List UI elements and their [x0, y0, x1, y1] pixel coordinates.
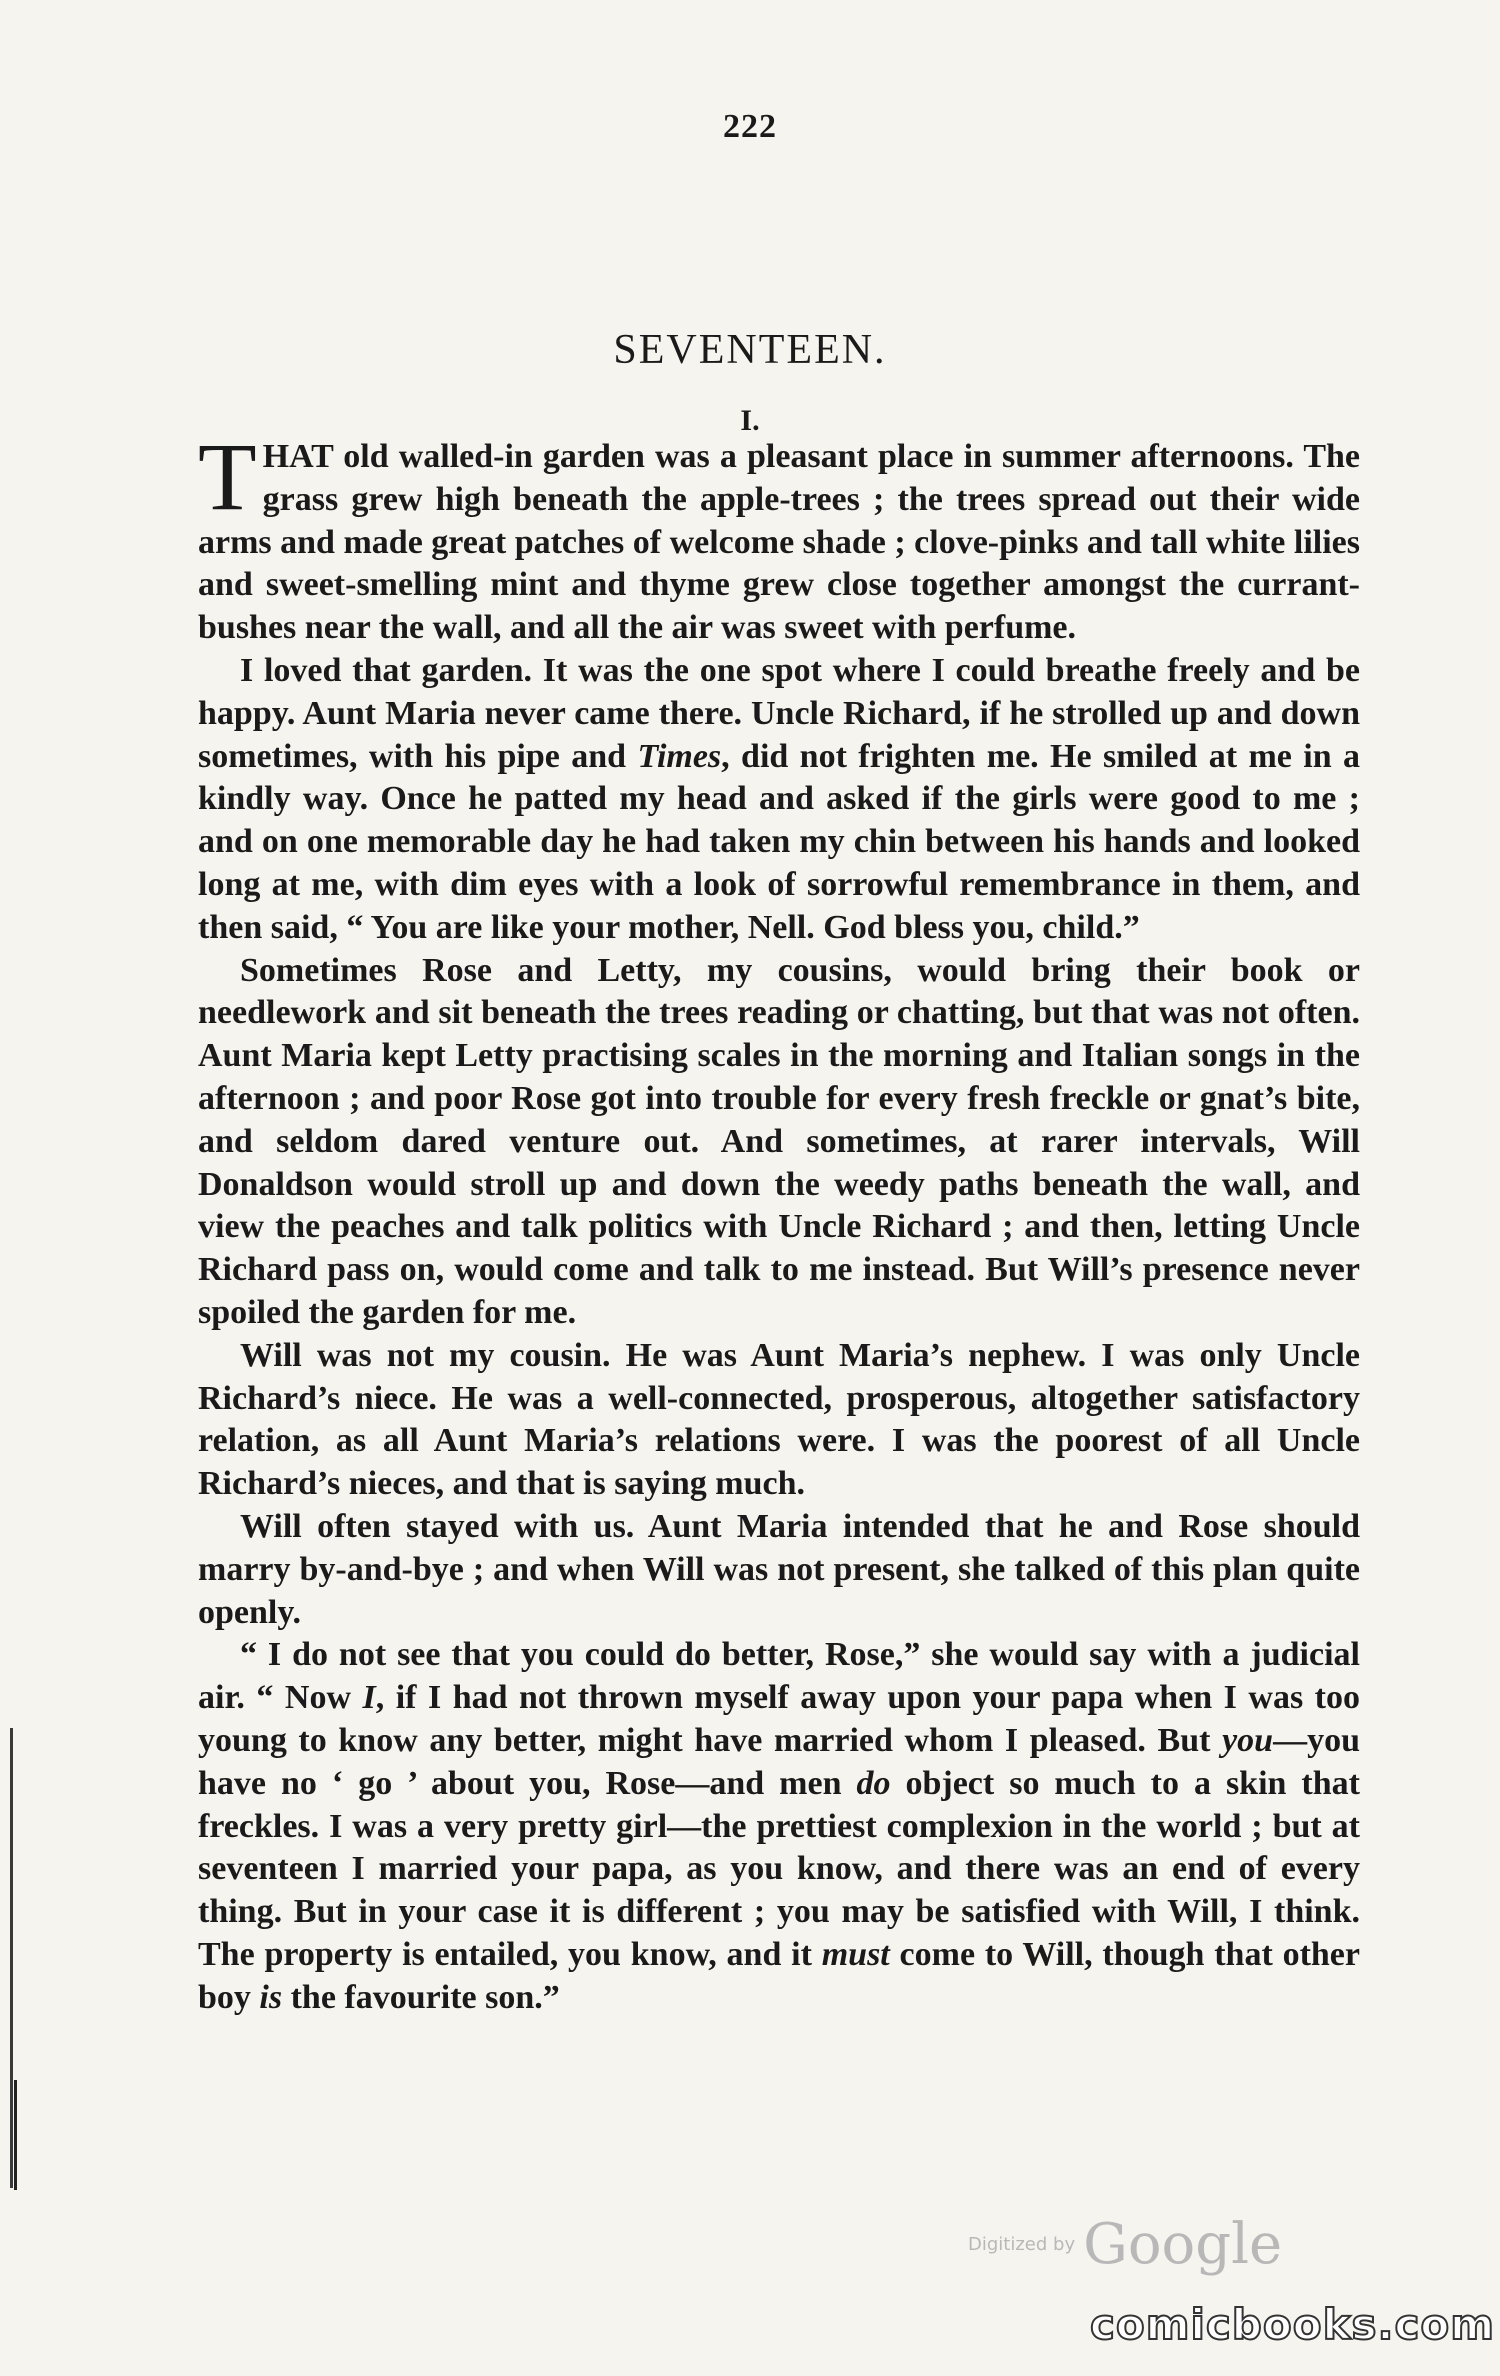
chapter-title: SEVENTEEN. — [613, 327, 887, 373]
paragraph-6-italic-i: I — [362, 1679, 376, 1717]
page-number: 222 — [723, 108, 777, 145]
paragraph-1-text: HAT old walled-in garden was a pleasant place in summer afternoons. The grass grew high beneath the apple-trees ; the trees spread out their wide arms and made great patches of welcome shade ; clove-pinks and tall white lilies and sweet-smelling mint and thyme grew close together amongst the currant-bushes near the wall, and all the air was sweet with perfume. — [198, 438, 1360, 647]
paragraph-6-text-b: , if I had not thrown myself away upon your papa when I was too young to know any better, might have married whom I pleased. But — [198, 1679, 1361, 1759]
paragraph-2-text-b: , did not frighten me. He smiled at me in a kindly way. Once he patted my head and asked if the girls were good to me ; and on one memorable day he had taken my chin between his hands and looked long at me, with dim eyes with a look of sorrowful remembrance in them, and then said, “ You are like your mother, Nell. God bless you, child.” — [198, 737, 1360, 946]
paragraph-6 — [198, 1634, 1360, 2019]
paragraph-2-italic-times: Times — [637, 737, 722, 775]
body-text — [198, 423, 1361, 2019]
digitized-by-label: Digitized by — [968, 2234, 1076, 2255]
drop-cap: T — [198, 423, 257, 530]
paragraph-5: Will often stayed with us. Aunt Maria intended that he and Rose should marry by-and-bye ; and when Will was not present, she talked of this plan quite openly. — [198, 1507, 1360, 1631]
scan-edge-mark — [10, 1728, 13, 2188]
scan-edge-mark-lower — [14, 2080, 17, 2190]
paragraph-6-text-c: —you have no ‘ go ’ about you, Rose—and men — [198, 1721, 1360, 1802]
paragraph-4: Will was not my cousin. He was Aunt Maria’s nephew. I was only Uncle Richard’s niece. He was a well-connected, prosperous, altogether satisfactory relation, as all Aunt Maria’s relations were. I was the poorest of all Uncle Richard’s nieces, and that is saying much. — [198, 1336, 1360, 1503]
site-watermark: comicbooks.com — [1090, 2300, 1495, 2349]
paragraph-2-text-a: I loved that garden. It was the one spot where I could breathe freely and be happy. Aunt Maria never came there. Uncle Richard, if he strolled up and down sometimes, with his pipe and — [198, 651, 1360, 775]
paragraph-1 — [198, 423, 1360, 650]
paragraph-6-italic-must: must — [821, 1935, 890, 1973]
paragraph-6-text-d: object so much to a skin that freckles. I was a very pretty girl—the prettiest complexion in the world ; but at seventeen I married your papa, as you know, and there was an end of every thing. But in your case it is different ; you may be satisfied with Will, I think. The property is entailed, you know, and it — [198, 1764, 1360, 1973]
paragraph-6-italic-you: you — [1222, 1721, 1274, 1759]
paragraph-6-text-e: come to Will, though that other boy — [198, 1935, 1360, 2016]
paragraph-6-text-f: the favourite son.” — [282, 1978, 560, 2016]
paragraph-3: Sometimes Rose and Letty, my cousins, would bring their book or needlework and sit beneath the trees reading or chatting, but that was not often. Aunt Maria kept Letty practising scales in the morning and Italian songs in the afternoon ; and poor Rose got into trouble for every fresh freckle or gnat’s bite, and seldom dared venture out. And sometimes, at rarer intervals, Will Donaldson would stroll up and down the weedy paths beneath the wall, and view the peaches and talk politics with Uncle Richard ; and then, letting Uncle Richard pass on, would come and talk to me instead. But Will’s presence never spoiled the garden for me. — [198, 951, 1360, 1331]
paragraph-6-italic-is: is — [259, 1978, 283, 2016]
paragraph-6-italic-do: do — [856, 1764, 891, 1802]
paragraph-2 — [198, 650, 1360, 950]
google-watermark — [968, 2212, 1282, 2277]
paragraph-6-text-a: “ I do not see that you could do better, Rose,” she would say with a judicial air. “ Now — [198, 1636, 1360, 1717]
google-logo: Google — [1083, 2212, 1283, 2277]
section-number: I. — [740, 404, 760, 437]
